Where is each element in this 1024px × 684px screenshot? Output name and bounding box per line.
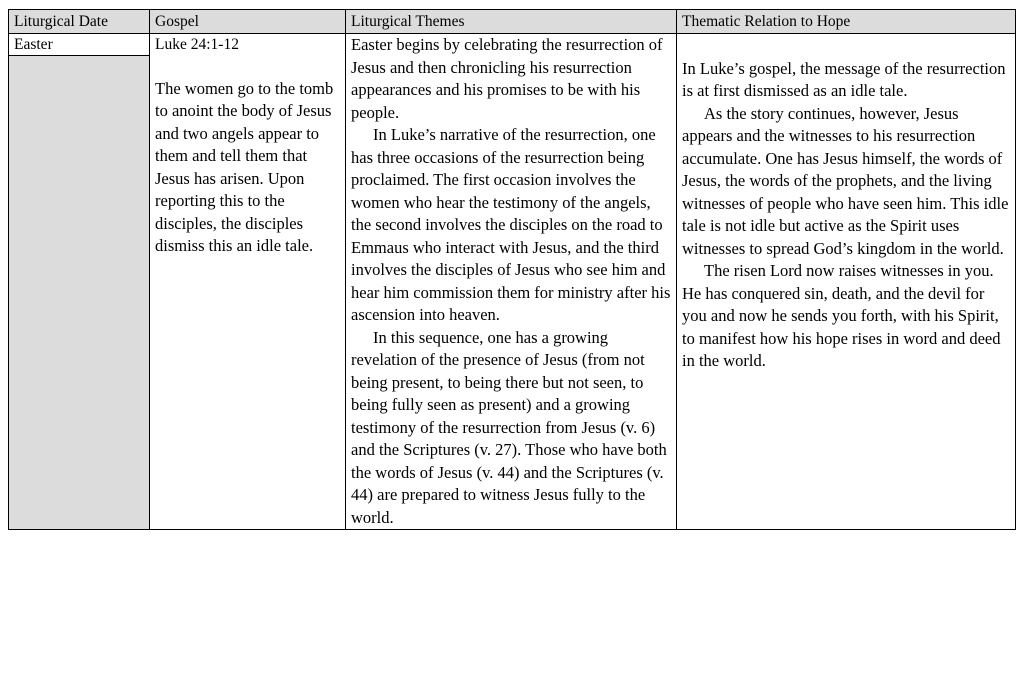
header-liturgical-date: Liturgical Date <box>9 10 150 34</box>
header-relation-to-hope: Thematic Relation to Hope <box>677 10 1016 34</box>
hope-paragraph: As the story continues, however, Jesus appears and the witnesses to his resurrection accumulate. One has Jesus himself, the words of Jesus, the words of the prophets, and the living witnesses of people who have seen him. This idle tale is not idle but active as the Spirit uses witnesses to spread God’s kingdom in the world. <box>682 103 1009 258</box>
table-row <box>9 34 1016 56</box>
liturgical-date-cell: Easter <box>9 34 150 56</box>
liturgical-themes-cell <box>346 34 677 530</box>
themes-paragraph: Easter begins by celebrating the resurrection of Jesus and then chronicling his resurrection appearances and his promises to be with his people. <box>351 35 663 122</box>
liturgical-date-shaded-cell <box>9 56 150 530</box>
hope-paragraph: In Luke’s gospel, the message of the resurrection is at first dismissed as an idle tale. <box>682 58 1006 100</box>
hope-paragraph: The risen Lord now raises witnesses in you. He has conquered sin, death, and the devil for you and now he sends you forth, with his Spirit, to manifest how his hope rises in word and deed in the world. <box>682 261 1001 370</box>
themes-paragraph: In this sequence, one has a growing revelation of the presence of Jesus (from not being present, to being there but not seen, to being fully seen as present) and a growing testimony of the resurrection from Jesus (v. 6) and the Scriptures (v. 27). Those who have both the words of Jesus (v. 44) and the Scriptures (v. 44) are prepared to witness Jesus fully to the world. <box>351 327 667 527</box>
gospel-reference-cell: Luke 24:1-12 <box>150 34 346 56</box>
hope-relation-cell <box>677 56 1016 530</box>
gospel-summary: The women go to the tomb to anoint the body of Jesus and two angels appear to them and tell them that Jesus has arisen. Upon reporting this to the disciples, the disciples dismiss this an idle tale. <box>155 78 334 255</box>
hope-cell-top <box>677 34 1016 56</box>
header-row <box>9 10 1016 34</box>
liturgical-table <box>8 9 1016 530</box>
themes-paragraph: In Luke’s narrative of the resurrection, one has three occasions of the resurrection being proclaimed. The first occasion involves the women who hear the testimony of the angels, the second involves the disciples on the road to Emmaus who interact with Jesus, and the third involves the disciples of Jesus who see him and hear him commission them for ministry after his ascension into heaven. <box>351 125 671 324</box>
header-liturgical-themes: Liturgical Themes <box>346 10 677 34</box>
header-gospel: Gospel <box>150 10 346 34</box>
gospel-summary-cell <box>150 56 346 530</box>
